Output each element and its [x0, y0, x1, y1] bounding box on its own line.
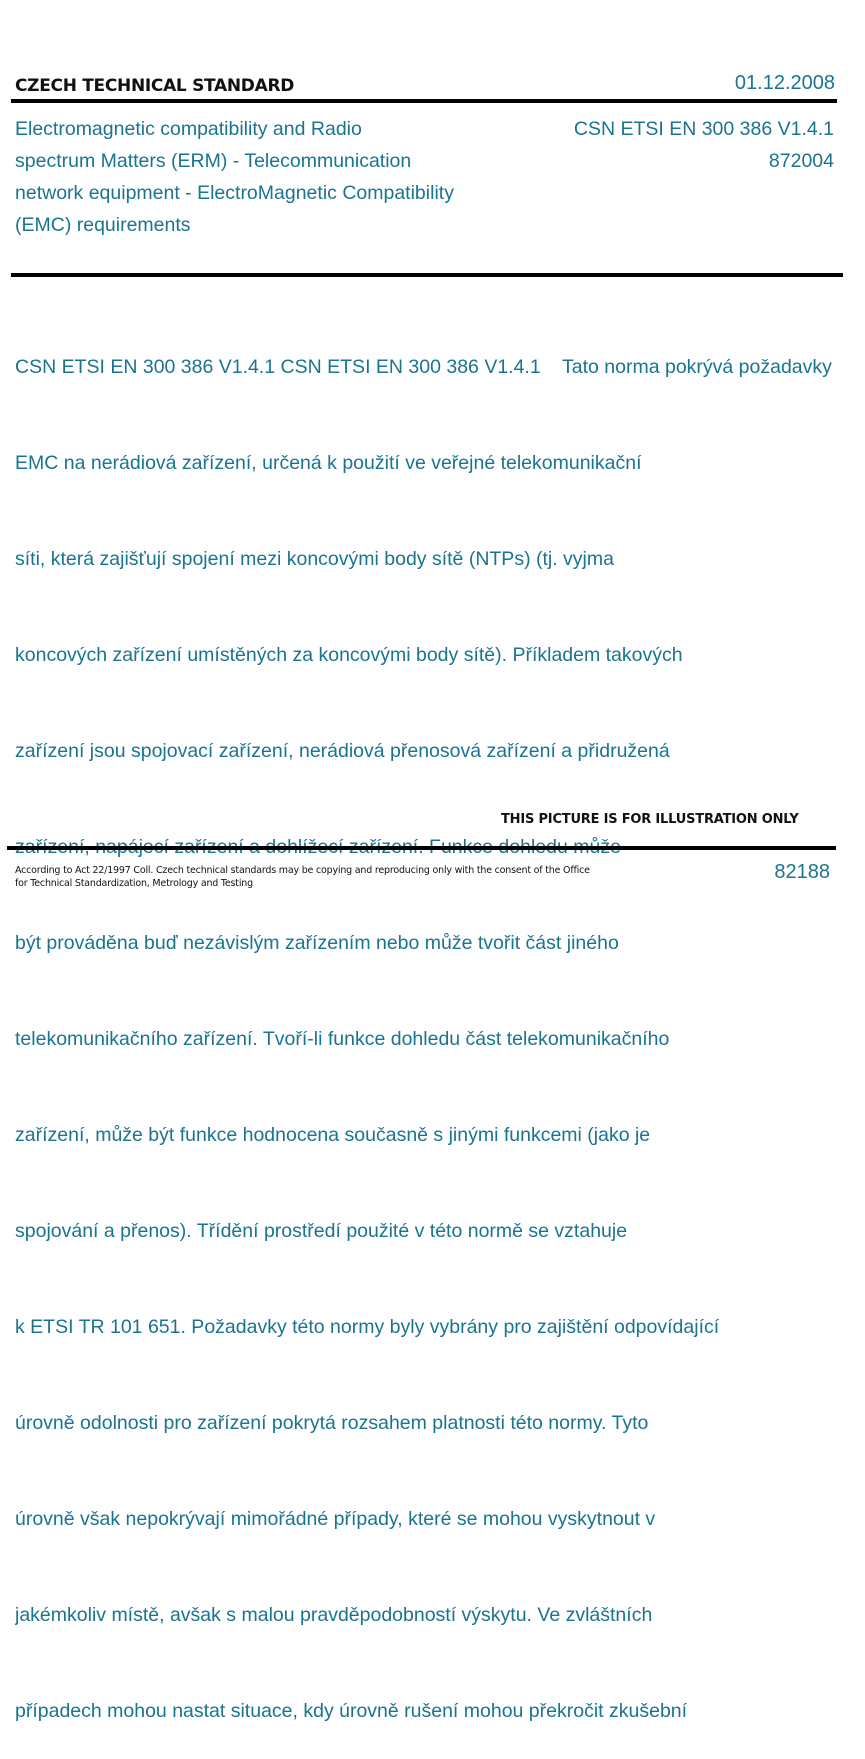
legal-line: for Technical Standardization, Metrology and Testing: [15, 878, 253, 889]
footer-divider: [7, 846, 836, 850]
standard-identifiers: [574, 113, 834, 177]
abstract-line: zařízení jsou spojovací zařízení, nerádiová přenosová zařízení a přidružená: [15, 740, 670, 762]
abstract-line: být prováděna buď nezávislým zařízením nebo může tvořit část jiného: [15, 932, 619, 954]
header-divider: [11, 99, 837, 103]
illustration-notice: THIS PICTURE IS FOR ILLUSTRATION ONLY: [501, 812, 799, 827]
abstract-line: CSN ETSI EN 300 386 V1.4.1 CSN ETSI EN 300 386 V1.4.1 Tato norma pokrývá požadavky: [15, 356, 832, 378]
abstract-line: spojování a přenos). Třídění prostředí použité v této normě se vztahuje: [15, 1220, 628, 1242]
title-line: network equipment - ElectroMagnetic Compatibility: [15, 182, 454, 204]
standard-heading: CZECH TECHNICAL STANDARD: [15, 76, 295, 96]
footer-number: 82188: [774, 861, 830, 883]
catalog-number: 872004: [768, 150, 834, 172]
abstract-line: telekomunikačního zařízení. Tvoří-li funkce dohledu část telekomunikačního: [15, 1028, 670, 1050]
abstract-line: zařízení, může být funkce hodnocena současně s jinými funkcemi (jako je: [15, 1124, 651, 1146]
abstract-line: úrovně odolnosti pro zařízení pokrytá rozsahem platnosti této normy. Tyto: [15, 1412, 649, 1434]
document-title: [15, 113, 535, 241]
abstract-line: k ETSI TR 101 651. Požadavky této normy byly vybrány pro zajištění odpovídající: [15, 1316, 720, 1338]
abstract-line: síti, která zajišťují spojení mezi koncovými body sítě (NTPs) (tj. vyjma: [15, 548, 614, 570]
title-line: spectrum Matters (ERM) - Telecommunication: [15, 150, 412, 172]
publication-date: 01.12.2008: [734, 72, 835, 94]
abstract-line: koncových zařízení umístěných za koncovými body sítě). Příkladem takových: [15, 644, 683, 666]
title-divider: [11, 273, 843, 277]
title-line: (EMC) requirements: [15, 214, 191, 236]
abstract-line: úrovně však nepokrývají mimořádné případy, které se mohou vyskytnout v: [15, 1508, 656, 1530]
title-line: Electromagnetic compatibility and Radio: [15, 118, 362, 140]
standard-code: CSN ETSI EN 300 386 V1.4.1: [573, 118, 834, 140]
legal-notice: [15, 864, 615, 890]
abstract-line: jakémkoliv místě, avšak s malou pravděpodobností výskytu. Ve zvláštních: [15, 1604, 653, 1626]
abstract-text: [15, 287, 865, 1759]
abstract-line: případech mohou nastat situace, kdy úrovně rušení mohou překročit zkušební: [15, 1700, 688, 1722]
abstract-line: EMC na nerádiová zařízení, určená k použití ve veřejné telekomunikační: [15, 452, 642, 474]
legal-line: According to Act 22/1997 Coll. Czech technical standards may be copying and reproducing only with the consent of the Office: [15, 865, 590, 876]
